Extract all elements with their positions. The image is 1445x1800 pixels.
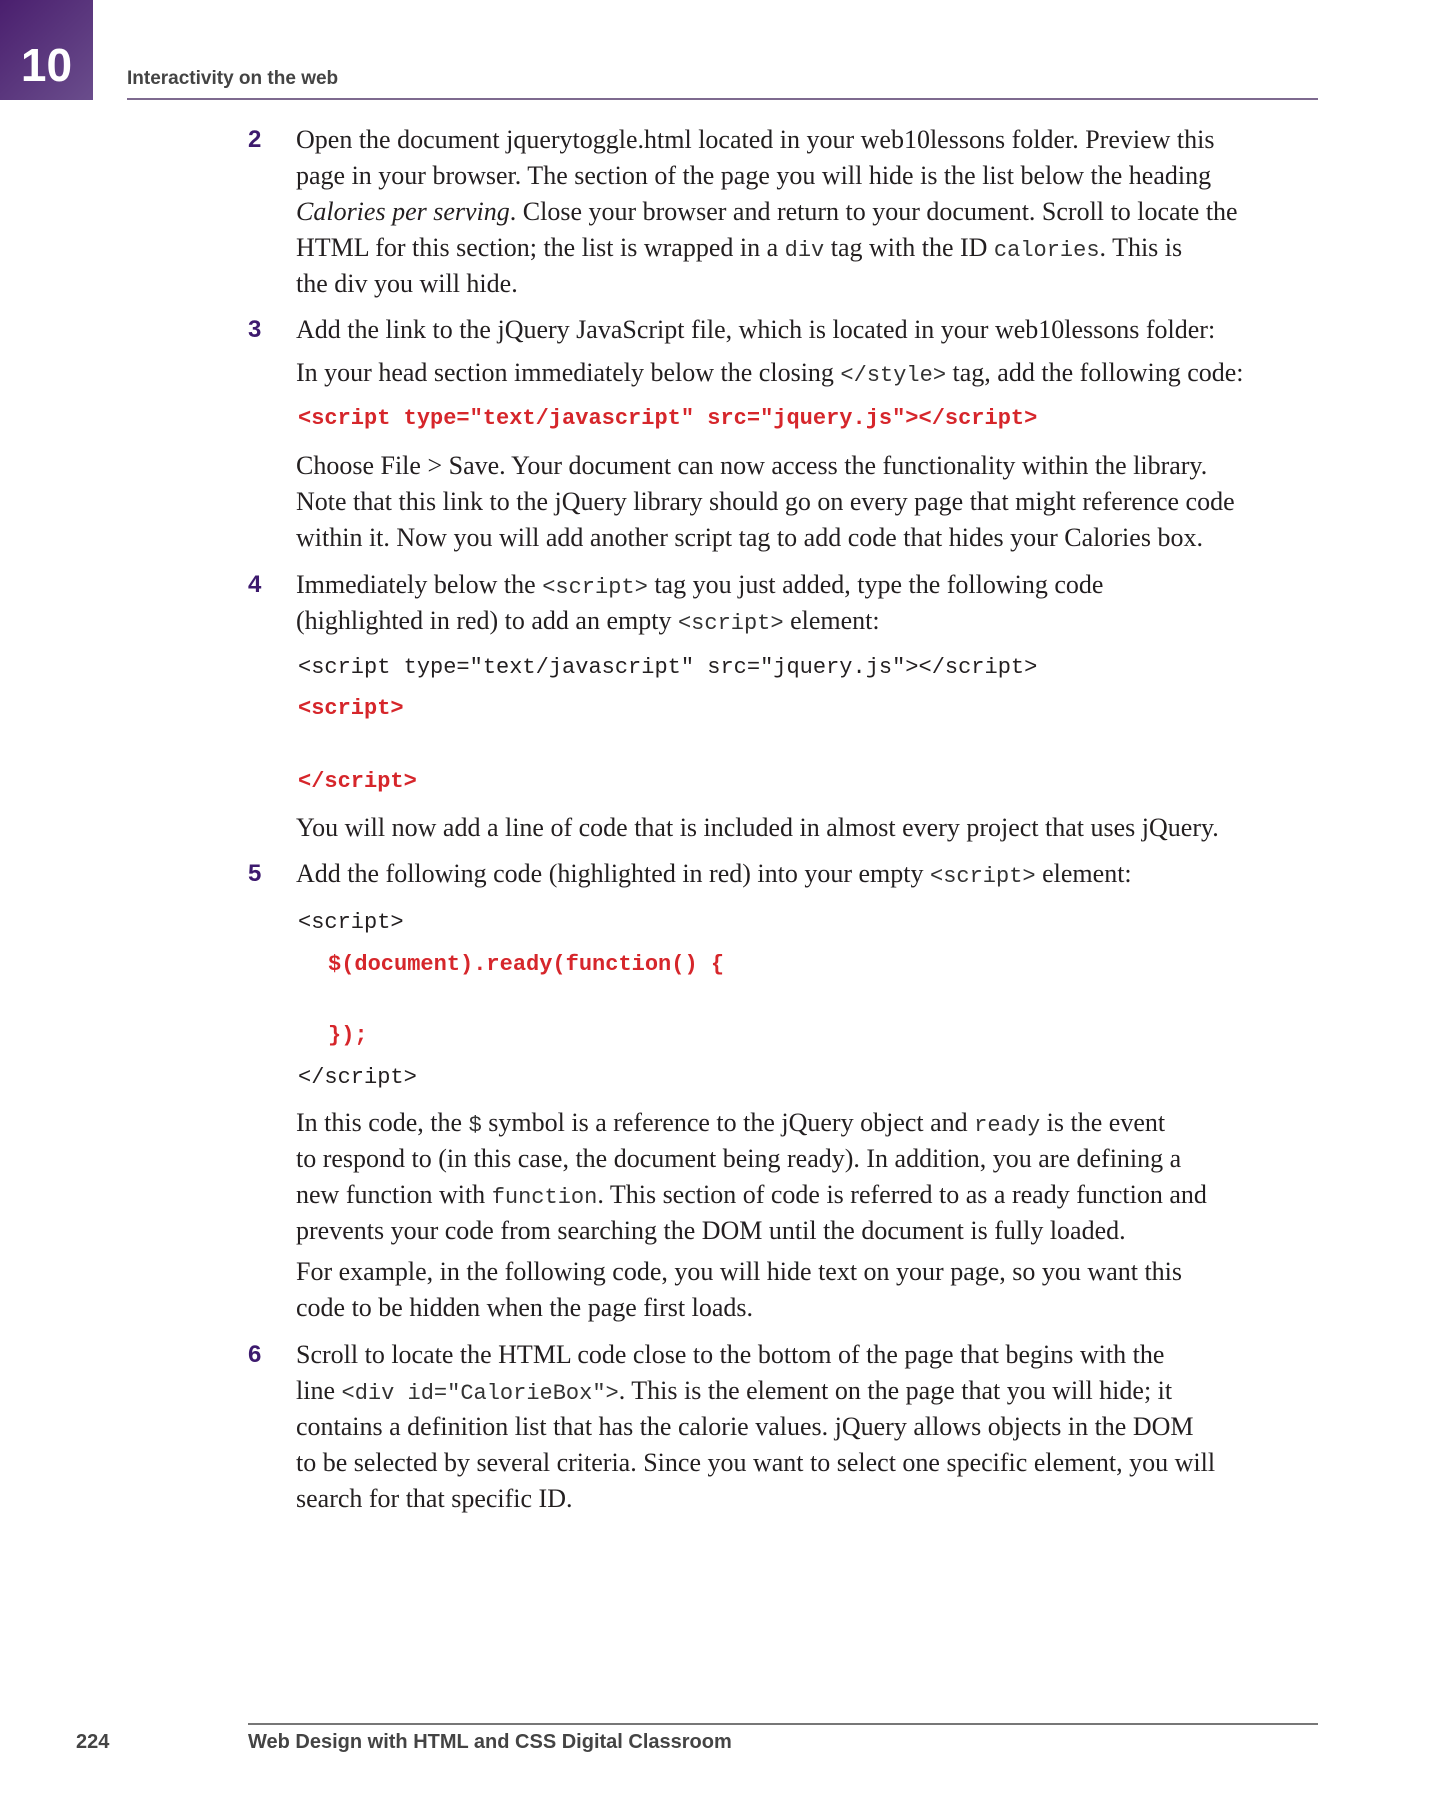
text-line — [296, 266, 518, 302]
step-number: 4 — [248, 571, 262, 598]
chapter-number: 10 — [20, 39, 73, 91]
text-line — [296, 448, 1207, 484]
inline-code: <script> — [542, 575, 648, 600]
text-line — [296, 194, 1238, 230]
code-line — [298, 764, 417, 800]
step-number: 5 — [248, 860, 262, 887]
code-line — [328, 947, 724, 983]
inline-code: function — [491, 1185, 598, 1210]
text-segment: tag with the ID — [824, 233, 994, 262]
text-line — [296, 1213, 1126, 1249]
text-line — [296, 567, 1103, 603]
text-line — [296, 1141, 1181, 1177]
text-segment: symbol is a reference to the jQuery object and — [481, 1108, 975, 1137]
text-segment: within it. Now you will add another script tag to add code that hides your Calories box. — [296, 523, 1203, 552]
text-line — [296, 1409, 1194, 1445]
text-segment: (highlighted in red) to add an empty — [296, 606, 678, 635]
inline-code: ready — [974, 1113, 1041, 1138]
text-line — [296, 603, 880, 639]
text-segment: Scroll to locate the HTML code close to the bottom of the page that begins with the — [296, 1340, 1165, 1369]
inline-code: $ — [468, 1113, 482, 1138]
text-line — [296, 810, 1219, 846]
text-line — [296, 1290, 753, 1326]
text-segment: tag, add the following code: — [946, 358, 1244, 387]
text-segment: . This is — [1099, 233, 1183, 262]
text-segment: Immediately below the — [296, 570, 543, 599]
inline-code: <div id="CalorieBox"> — [341, 1381, 619, 1406]
italic-text: Calories per serving — [296, 197, 510, 226]
highlighted-code: </script> — [298, 769, 417, 794]
highlighted-code: }); — [328, 1023, 368, 1048]
text-line — [296, 1373, 1172, 1409]
text-line — [296, 1105, 1165, 1141]
step-number: 2 — [248, 126, 262, 153]
text-segment: Add the following code (highlighted in red) into your empty — [296, 859, 930, 888]
text-segment: new function with — [296, 1180, 492, 1209]
step-number: 6 — [248, 1341, 262, 1368]
text-segment: line — [296, 1376, 342, 1405]
text-segment: In your head section immediately below the closing — [296, 358, 841, 387]
inline-code: <script> — [677, 611, 784, 636]
text-segment: Choose File > Save. Your document can now access the functionality within the library. — [296, 451, 1208, 480]
page-number: 224 — [76, 1731, 110, 1753]
highlighted-code: <script type="text/javascript" src="jquery.js"></script> — [298, 406, 1038, 431]
text-segment: . Close your browser and return to your document. Scroll to locate the — [509, 197, 1238, 226]
text-segment: element: — [783, 606, 880, 635]
text-segment: prevents your code from searching the DOM until the document is fully loaded. — [296, 1216, 1126, 1245]
text-segment: HTML for this section; the list is wrapped in a — [296, 233, 785, 262]
step-number: 3 — [248, 316, 262, 343]
text-line — [296, 122, 1214, 158]
text-line — [296, 484, 1235, 520]
text-line — [296, 856, 1132, 892]
text-line — [296, 158, 1211, 194]
inline-code: </style> — [840, 363, 947, 388]
text-line — [296, 355, 1244, 391]
text-segment: Open the document jquerytoggle.html located in your web10lessons folder. Preview this — [296, 125, 1215, 154]
text-segment: tag you just added, type the following code — [647, 570, 1104, 599]
text-segment: . This section of code is referred to as a ready function and — [597, 1180, 1207, 1209]
text-line — [296, 1177, 1207, 1213]
inline-code: div — [784, 238, 825, 263]
text-segment: to respond to (in this case, the document being ready). In addition, you are defining a — [296, 1144, 1182, 1173]
code-line — [298, 401, 1037, 437]
text-line — [296, 230, 1182, 266]
text-segment: the div you will hide. — [296, 269, 518, 298]
code-line — [298, 1060, 417, 1096]
text-segment: page in your browser. The section of the page you will hide is the list below the heading — [296, 161, 1212, 190]
text-line — [296, 312, 1215, 348]
text-segment: </script> — [298, 1065, 417, 1090]
highlighted-code: <script> — [298, 696, 404, 721]
text-segment: Add the link to the jQuery JavaScript file, which is located in your web10lessons folder: — [296, 315, 1216, 344]
inline-code: <script> — [930, 864, 1036, 889]
text-segment: element: — [1035, 859, 1132, 888]
footer-divider — [248, 1723, 1318, 1725]
chapter-title: Interactivity on the web — [127, 68, 339, 89]
text-segment: search for that specific ID. — [296, 1484, 573, 1513]
text-segment: code to be hidden when the page first loads. — [296, 1293, 754, 1322]
text-segment: . This is the element on the page that you will hide; it — [618, 1376, 1173, 1405]
text-segment: to be selected by several criteria. Since you want to select one specific element, you will — [296, 1448, 1216, 1477]
code-line — [298, 650, 1037, 686]
code-line — [298, 905, 404, 941]
book-title: Web Design with HTML and CSS Digital Classroom — [248, 1731, 732, 1753]
text-line — [296, 1445, 1215, 1481]
text-segment: contains a definition list that has the calorie values. jQuery allows objects in the DOM — [296, 1412, 1194, 1441]
code-line — [328, 1018, 368, 1054]
text-line — [296, 1337, 1164, 1373]
text-segment: For example, in the following code, you will hide text on your page, so you want this — [296, 1257, 1183, 1286]
text-line — [296, 1254, 1182, 1290]
highlighted-code: $(document).ready(function() { — [328, 952, 725, 977]
chapter-badge — [0, 0, 93, 100]
text-segment: You will now add a line of code that is included in almost every project that uses jQuery. — [296, 813, 1219, 842]
text-segment: <script type="text/javascript" src="jquery.js"></script> — [298, 655, 1038, 680]
code-line — [298, 691, 404, 727]
text-line — [296, 520, 1203, 556]
text-segment: <script> — [298, 910, 404, 935]
text-line — [296, 1481, 572, 1517]
text-segment: Note that this link to the jQuery library should go on every page that might reference code — [296, 487, 1235, 516]
text-segment: is the event — [1040, 1108, 1166, 1137]
text-segment: In this code, the — [296, 1108, 469, 1137]
header-divider — [127, 98, 1318, 100]
inline-code: calories — [993, 238, 1100, 263]
